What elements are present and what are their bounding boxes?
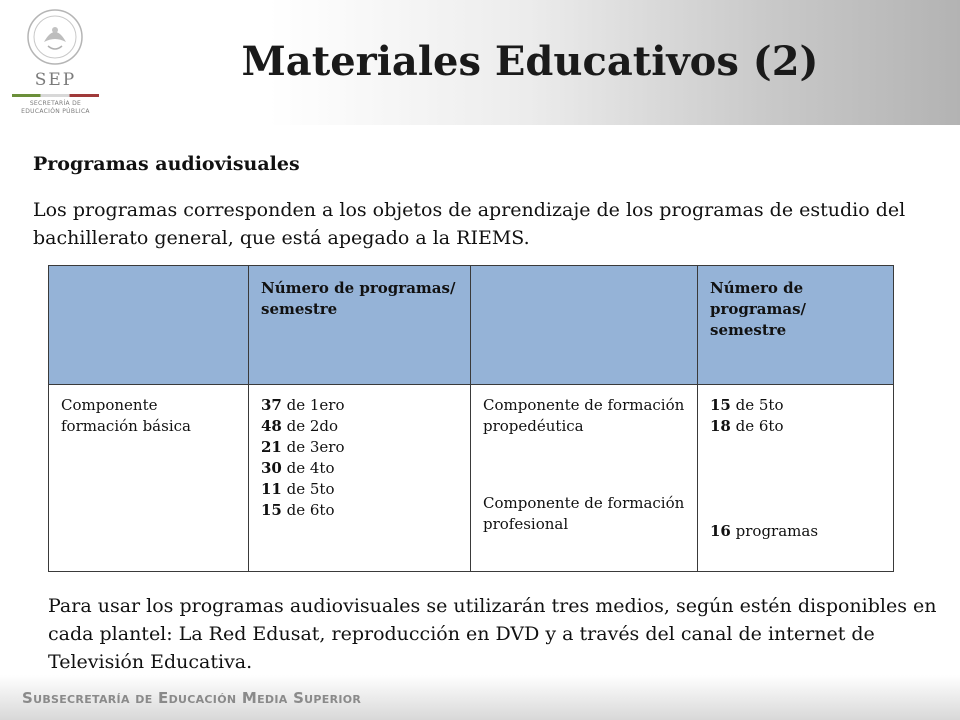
closing-paragraph: Para usar los programas audiovisuales se utilizarán tres medios, según estén disponibles en cada plantel: La Red Edusat, reproducción en DVD y a través del canal de internet de Televisión Educativa. <box>48 595 937 673</box>
header-cell-1 <box>49 266 249 385</box>
prof-count-line: 16 programas <box>710 522 819 540</box>
table-header-row <box>49 266 894 385</box>
header-cell-2: Número de programas/ semestre <box>249 266 471 385</box>
propedeutic-label: Componente de formación propedéutica <box>483 396 685 435</box>
intro-paragraph: Los programas corresponden a los objetos de aprendizaje de los programas de estudio del bachillerato general, que está apegado a la RIEMS. <box>33 199 906 249</box>
basic-count-line: 15 de 6to <box>261 501 335 519</box>
footer-text: Subsecretaría de Educación Media Superior <box>22 689 362 707</box>
sep-logo <box>8 8 103 120</box>
basic-count-line: 48 de 2do <box>261 417 339 435</box>
basic-count-line: 11 de 5to <box>261 480 335 498</box>
basic-count-line: 30 de 4to <box>261 459 335 477</box>
programs-table <box>48 265 894 572</box>
basic-count-line: 21 de 3ero <box>261 438 345 456</box>
prop-count-line: 18 de 6to <box>710 417 784 435</box>
footer-bar <box>0 675 960 720</box>
header-bar <box>0 0 960 125</box>
basic-count-line: 37 de 1ero <box>261 396 345 414</box>
professional-label: Componente de formación profesional <box>483 494 685 533</box>
logo-subtitle-line1: SECRETARÍA DE <box>29 100 82 107</box>
national-seal-icon <box>24 8 86 66</box>
basic-component-label: Componente formación básica <box>49 385 249 572</box>
page-title: Materiales Educativos (2) <box>241 38 819 85</box>
logo-subtitle <box>8 100 103 116</box>
header-cell-3 <box>471 266 698 385</box>
sep-wordmark: SEP <box>34 70 77 90</box>
logo-color-bar <box>12 94 99 97</box>
section-subtitle: Programas audiovisuales <box>33 153 300 175</box>
component-counts-cell <box>698 385 894 572</box>
prop-count-line: 15 de 5to <box>710 396 784 414</box>
logo-subtitle-line2: EDUCACIÓN PÚBLICA <box>21 108 90 115</box>
table-row <box>49 385 894 572</box>
component-types-cell <box>471 385 698 572</box>
basic-counts-cell <box>249 385 471 572</box>
header-cell-4: Número de programas/ semestre <box>698 266 894 385</box>
